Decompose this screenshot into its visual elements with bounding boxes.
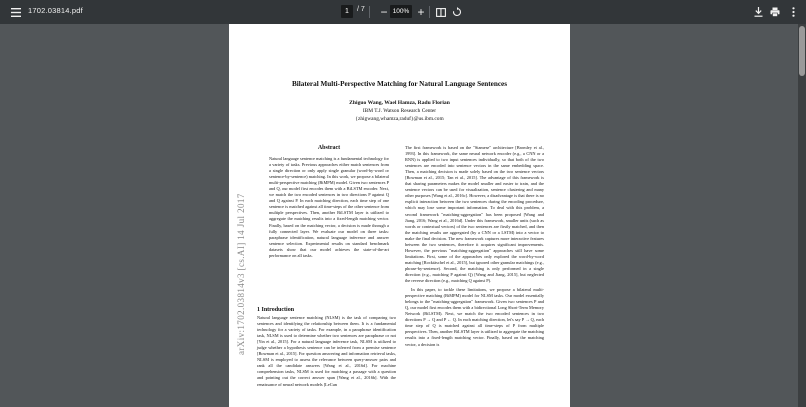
paper-affiliation: IBM T.J. Watson Research Center xyxy=(362,108,437,114)
menu-icon[interactable] xyxy=(6,2,26,22)
paper-title: Bilateral Multi-Perspective Matching for Natural Language Sentences xyxy=(291,80,508,88)
toolbar-divider xyxy=(369,6,370,18)
arxiv-stamp: arXiv:1702.03814v3 [cs.AI] 14 Jul 2017 xyxy=(236,193,246,355)
right-paragraph: The first framework is based on the "Siamese" architecture [Bromley et al., 1993]. In this framework, the same neural network encoder (e.g., a CNN or a RNN) is applied to two input sentences individually, so that both of the two sentences are encoded into sentence vectors in the same embedding space. Then, a matching decision is made solely based on the two sentence vectors [Bowman et al., 2015; Tan et al., 2015]. The advantage of this framework is that sharing parameters makes the model smaller and easier to train, and the sentence vectors can be used for visualization, sentence clustering and many other purposes [Wang et al., 2016c]. However, a disadvantage is that there is no explicit interaction between the two sentences during the encoding procedure, which may lose some important information. To deal with this problem, a second framework "matching-aggregation" has been proposed [Wang and Jiang, 2016; Wang et al., 2016d]. Under this framework, smaller units (such as words or contextual vectors) of the two sentences are firstly matched, and then the matching results are aggregated (by a CNN or a LSTM) into a vector to make the final decision. The new framework captures more interactive features between the two sentences, therefore it acquires significant improvements. However, the previous "matching-aggregation" approaches still have some limitations. First, some of the approaches only explored the word-by-word matching [Rocktäschel et al., 2015], but ignored other granular matchings (e.g., phrase-by-sentence). Second, the matching is only performed in a single direction (e.g., matching P against Q) [Wang and Jiang, 2015], but neglected the reverse direction (e.g., matching Q against P). xyxy=(405,145,544,284)
pdf-page xyxy=(229,24,570,407)
zoom-level-input[interactable]: 100% xyxy=(390,5,412,18)
document-title: 1702.03814.pdf xyxy=(28,6,83,15)
abstract-body: Natural language sentence matching is a fundamental technology for a variety of tasks. Previous approaches either match sentences from a single direction or only apply single granular (word-by-word or sentence-by-sentence) matching. In this work, we propose a bilateral multi-perspective matching (BiMPM) model. Given two sentences P and Q, our model first encodes them with a BiLSTM encoder. Next, we match the two encoded sentences in two directions P against Q and Q against P. In each matching direction, each time step of one sentence is matched against all time-steps of the other sentence from multiple perspectives. Then, another BiLSTM layer is utilized to aggregate the matching results into a fixed-length matching vector. Finally, based on the matching vector, a decision is made through a fully connected layer. We evaluate our model on three tasks: paraphrase identification, natural language inference and answer sentence selection. Experimental results on standard benchmark datasets show that our model achieves the state-of-the-art performance on all tasks. xyxy=(269,156,389,258)
print-icon[interactable] xyxy=(765,2,785,22)
paper-authors: Zhiguo Wang, Wael Hamza, Radu Florian xyxy=(349,100,450,106)
zoom-out-button[interactable]: − xyxy=(380,5,388,19)
right-paragraph: In this paper, to tackle these limitations, we propose a bilateral multi-perspective matching (BiMPM) model for NLSM tasks. Our model essentially belongs to the "matching-aggregation" framework. Given two sentences P and Q, our model first encodes them with a bidirectional Long Short-Term Memory Network (BiLSTM). Next, we match the two encoded sentences in two directions P → Q and P ← Q. In each matching direction, let's say P → Q, each time step of Q is matched against all time-steps of P from multiple perspectives. Then, another BiLSTM layer is utilized to aggregate the matching results into a fixed-length matching vector. Finally, based on the matching vector, a decision is xyxy=(405,287,544,347)
intro-body: Natural language sentence matching (NLSM) is the task of comparing two sentences and identifying the relationship between them. It is a fundamental technology for a variety of tasks. For example, in a paraphrase identification task, NLSM is used to determine whether two sentences are paraphrase or not [Yin et al., 2015]. For a natural language inference task, NLSM is utilized to judge whether a hypothesis sentence can be inferred from a premise sentence [Bowman et al., 2015]. For question answering and information retrieval tasks, NLSM is employed to assess the relevance between query-answer pairs and rank all the candidate answers [Wang et al., 2016d]. For machine comprehension tasks, NLSM is used for matching a passage with a question and pointing out the correct answer span [Wang et al., 2016b]. With the renaissance of neural network models [LeCun xyxy=(257,315,396,387)
toolbar-divider xyxy=(429,6,430,18)
right-column xyxy=(405,145,544,351)
document-viewer[interactable] xyxy=(0,24,798,407)
intro-heading: 1 Introduction xyxy=(257,307,295,313)
rotate-icon[interactable] xyxy=(447,2,467,22)
current-page-input[interactable]: 1 xyxy=(341,5,353,18)
scrollbar-thumb[interactable] xyxy=(799,26,805,76)
more-vert-icon[interactable] xyxy=(783,2,803,22)
vertical-scrollbar[interactable] xyxy=(798,24,806,407)
zoom-in-button[interactable]: + xyxy=(417,5,425,19)
pdf-toolbar xyxy=(0,0,806,24)
paper-email: {zhigwang,whamza,raduf}@us.ibm.com xyxy=(355,116,444,122)
page-count: / 7 xyxy=(357,6,365,13)
abstract-heading: Abstract xyxy=(317,145,341,151)
